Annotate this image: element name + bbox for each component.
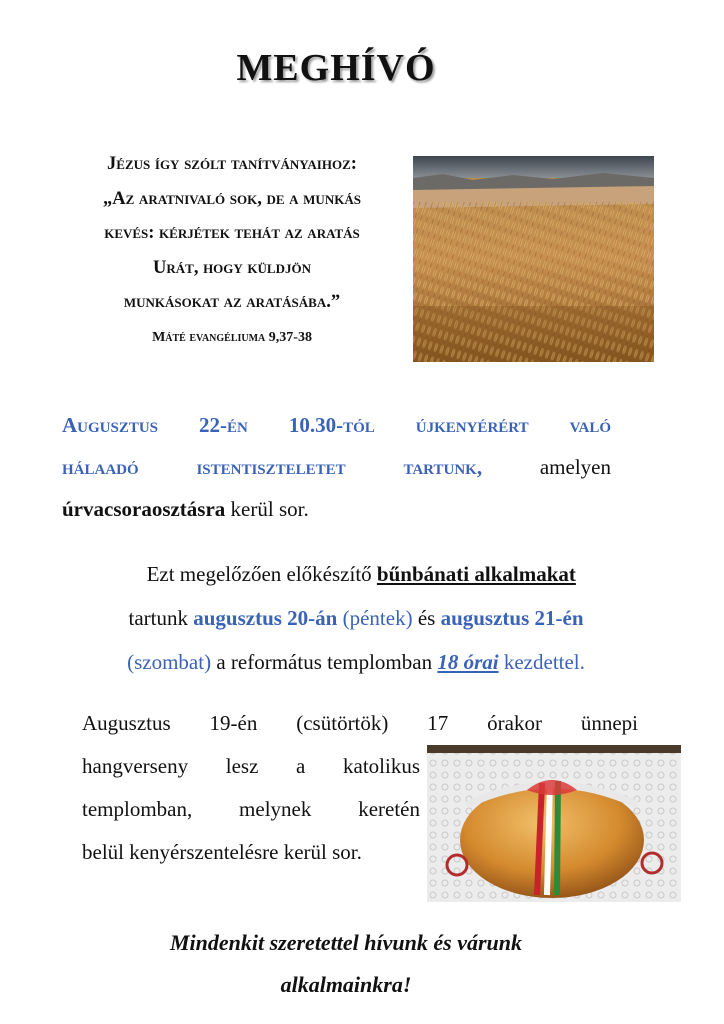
penitence-day-2: (szombat) — [127, 650, 212, 674]
closing-line: alkalmainkra! — [280, 972, 412, 997]
penitence-text: kezdettel. — [503, 650, 585, 674]
bread-image — [427, 745, 681, 902]
closing-message — [100, 922, 592, 1006]
quote-line: Jézus így szólt tanítványaihoz: — [107, 154, 357, 174]
quote-line: „Az aratnivaló sok, de a munkás — [103, 188, 361, 209]
quote-source: Máté evangéliuma 9,37-38 — [152, 329, 312, 345]
penitence-date-2: augusztus 21-én — [440, 606, 584, 630]
announcement-text: kerül sor. — [230, 497, 309, 521]
penitence-time: 18 órai — [437, 650, 499, 674]
quote-line: kevés: kérjétek tehát az aratás — [104, 223, 360, 243]
service-description: hálaadó istentiszteletet tartunk, — [62, 455, 483, 479]
concert-line: hangverseny lesz a katolikus — [82, 754, 420, 778]
concert-line: Augusztus 19-én (csütörtök) 17 órakor ünnepi — [82, 711, 638, 735]
page-title: MEGHÍVÓ — [236, 47, 436, 89]
penitence-date-1: augusztus 20-án — [193, 606, 338, 630]
closing-line: Mindenkit szeretettel hívunk és várunk — [169, 930, 523, 955]
penitence-text: és — [417, 606, 436, 630]
penitence-text: tartunk — [128, 606, 188, 630]
penitence-events: bűnbánati alkalmakat — [376, 562, 576, 586]
penitence-text: a református templomban — [216, 650, 433, 674]
wheat-field-image — [413, 156, 654, 362]
communion-text: úrvacsoraosztásra — [62, 497, 226, 521]
announcement-text: amelyen — [539, 455, 611, 479]
service-date-time: Augusztus 22-én 10.30-tól újkenyérért való — [62, 413, 611, 437]
service-announcement — [62, 404, 611, 530]
penitence-day-1: (péntek) — [342, 606, 413, 630]
concert-line: templomban, melynek keretén — [82, 797, 420, 821]
quote-line: Urát, hogy küldjön — [153, 257, 311, 278]
bible-quote — [56, 147, 408, 350]
penitence-text: Ezt megelőzően előkészítő — [146, 562, 372, 586]
concert-line: belül kenyérszentelésre kerül sor. — [82, 840, 362, 864]
quote-line: munkásokat az aratásába.” — [123, 292, 341, 312]
concert-paragraph — [82, 702, 638, 874]
penitence-paragraph — [66, 552, 646, 684]
